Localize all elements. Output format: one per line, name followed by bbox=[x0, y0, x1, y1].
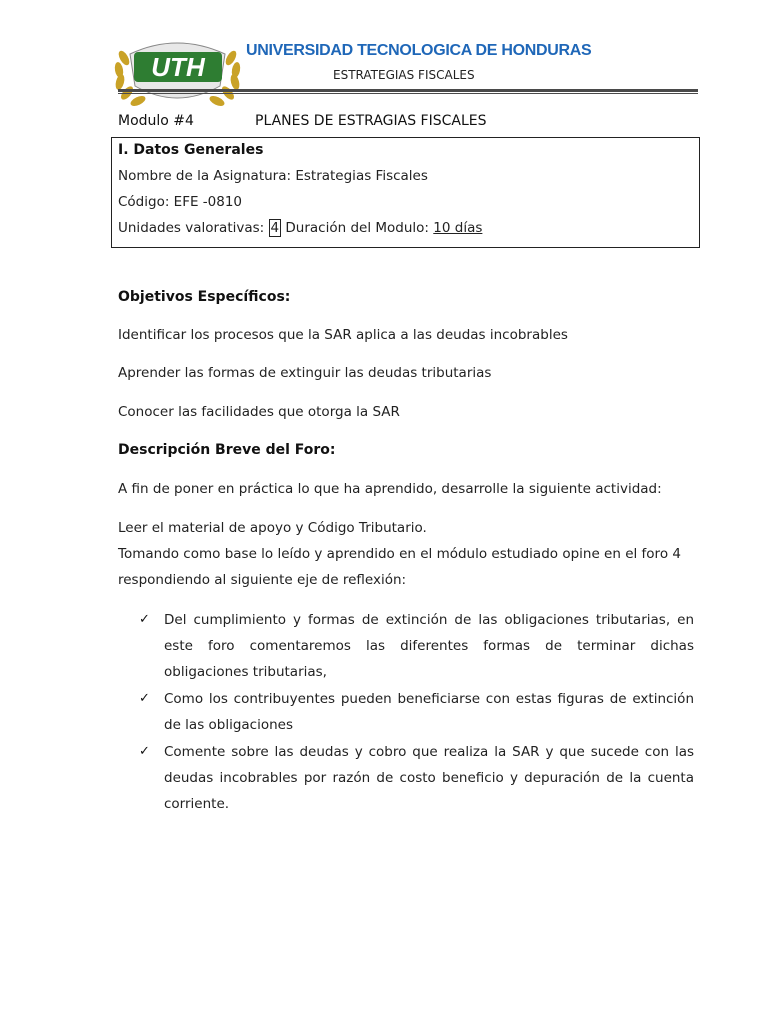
logo-text: UTH bbox=[151, 52, 205, 82]
objective-item: Aprender las formas de extinguir las deudas tributarias bbox=[118, 365, 492, 381]
forum-instruction: respondiendo al siguiente eje de reflexión: bbox=[118, 572, 407, 588]
objective-item: Identificar los procesos que la SAR aplica a las deudas incobrables bbox=[118, 327, 568, 343]
header-divider bbox=[118, 89, 698, 92]
check-icon: ✓ bbox=[139, 744, 150, 759]
header-divider-thin bbox=[118, 93, 698, 94]
objective-item: Conocer las facilidades que otorga la SAR bbox=[118, 404, 400, 420]
bullet-line: corriente. bbox=[164, 796, 230, 812]
bullet-line: Comente sobre las deudas y cobro que realiza la SAR y que sucede con las bbox=[164, 744, 694, 760]
bullet-line: Del cumplimiento y formas de extinción de las obligaciones tributarias, en bbox=[164, 612, 694, 628]
bullet-line: de las obligaciones bbox=[164, 717, 294, 733]
university-name: UNIVERSIDAD TECNOLOGICA DE HONDURAS bbox=[246, 42, 592, 59]
units-label: Unidades valorativas: bbox=[118, 220, 265, 236]
general-data-box bbox=[111, 137, 700, 248]
subject-code: Código: EFE -0810 bbox=[118, 194, 243, 210]
check-icon: ✓ bbox=[139, 612, 150, 627]
duration-label: Duración del Modulo: bbox=[285, 220, 429, 236]
forum-heading: Descripción Breve del Foro: bbox=[118, 442, 336, 458]
bullet-line: Como los contribuyentes pueden beneficiarse con estas figuras de extinción bbox=[164, 691, 694, 707]
check-icon: ✓ bbox=[139, 691, 150, 706]
forum-intro: A fin de poner en práctica lo que ha aprendido, desarrolle la siguiente actividad: bbox=[118, 481, 662, 497]
objectives-heading: Objetivos Específicos: bbox=[118, 289, 291, 305]
units-duration-row bbox=[118, 220, 482, 236]
subject-name: Nombre de la Asignatura: Estrategias Fiscales bbox=[118, 168, 428, 184]
duration-value: 10 días bbox=[433, 220, 483, 236]
bullet-line: obligaciones tributarias, bbox=[164, 664, 327, 680]
uth-logo bbox=[110, 24, 245, 116]
bullet-line: este foro comentaremos las diferentes formas de terminar dichas bbox=[164, 638, 694, 654]
subject-subtitle: ESTRATEGIAS FISCALES bbox=[333, 68, 475, 82]
forum-instruction: Leer el material de apoyo y Código Tributario. bbox=[118, 520, 427, 536]
general-data-heading: I. Datos Generales bbox=[118, 142, 264, 158]
module-title: PLANES DE ESTRAGIAS FISCALES bbox=[255, 113, 487, 129]
bullet-line: deudas incobrables por razón de costo beneficio y depuración de la cuenta bbox=[164, 770, 694, 786]
units-value: 4 bbox=[270, 220, 280, 236]
module-number: Modulo #4 bbox=[118, 113, 194, 129]
forum-instruction: Tomando como base lo leído y aprendido en el módulo estudiado opine en el foro 4 bbox=[118, 546, 681, 562]
